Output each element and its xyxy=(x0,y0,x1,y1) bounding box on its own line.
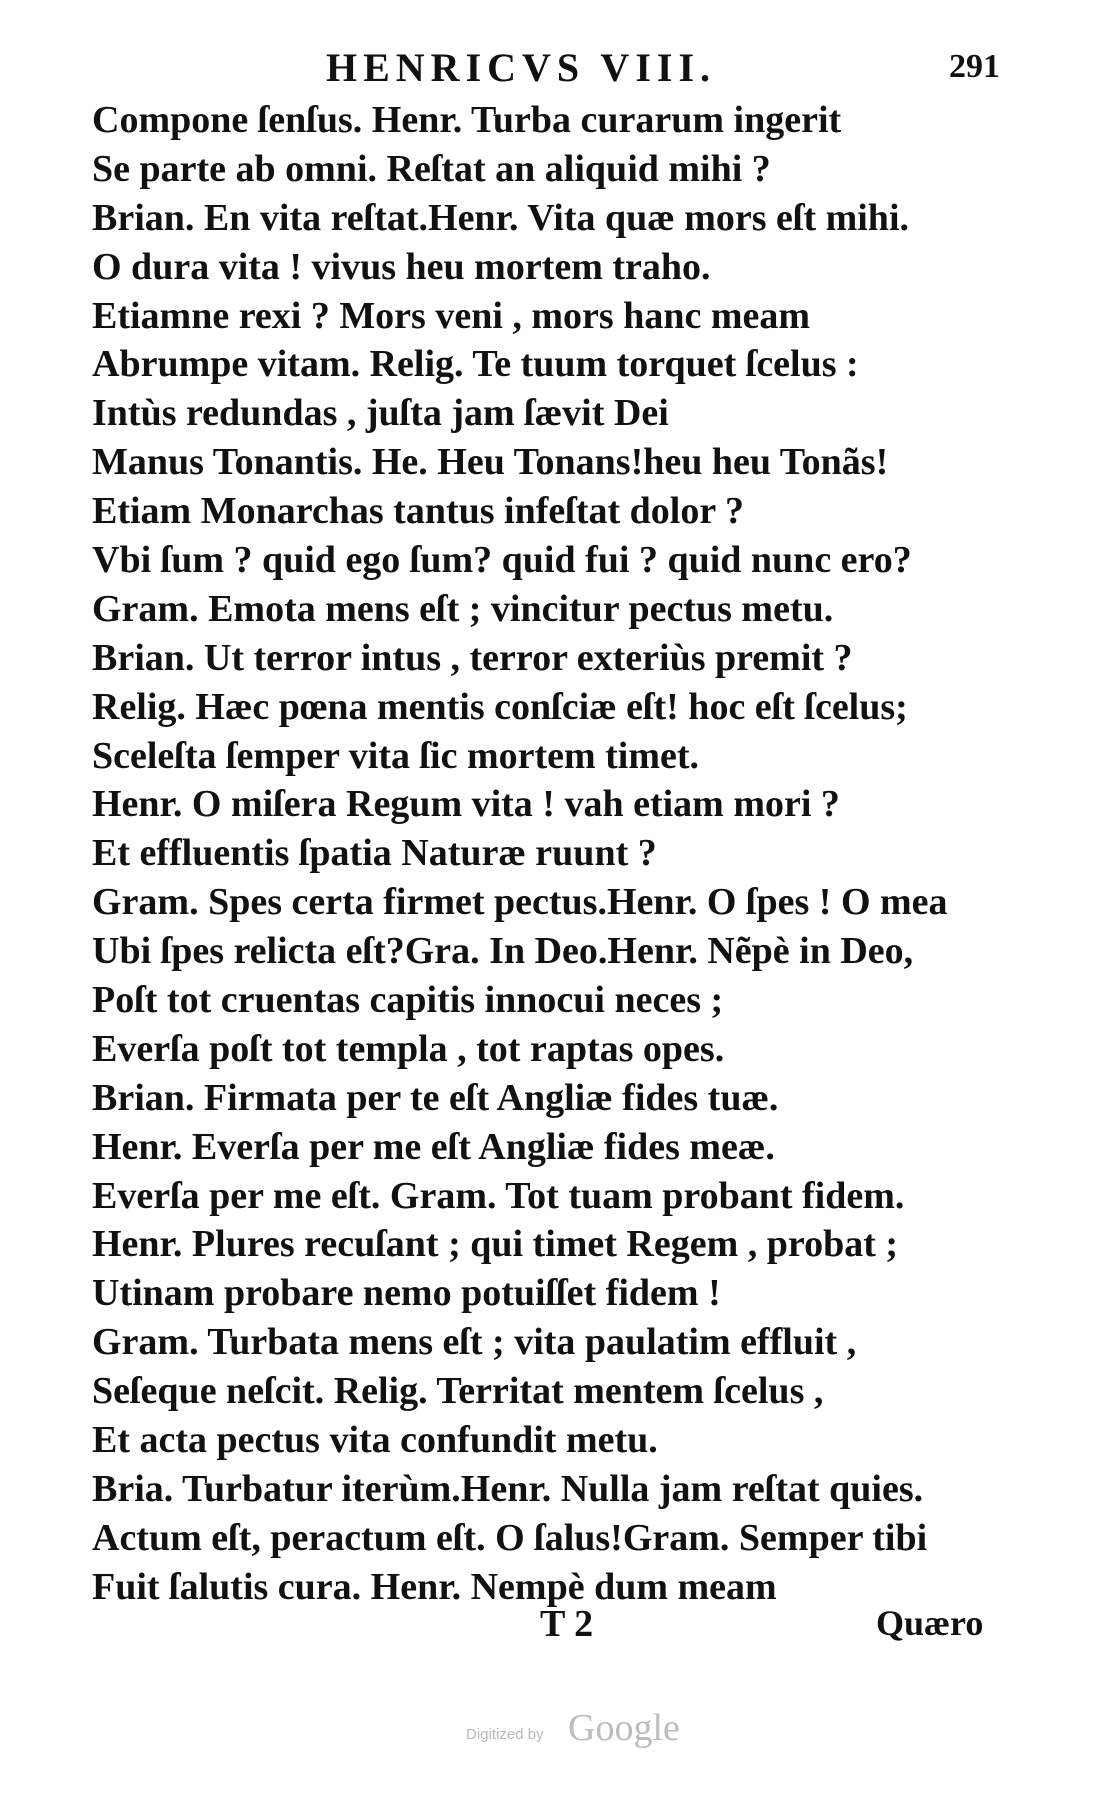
text-line: Everſa poſt tot templa , tot raptas opes. xyxy=(92,1027,725,1070)
text-line: Sceleſta ſemper vita ſic mortem timet. xyxy=(92,734,700,777)
text-line: Et acta pectus vita confundit metu. xyxy=(92,1419,658,1462)
page-number: 291 xyxy=(949,48,1000,85)
digitization-watermark xyxy=(466,1706,726,1750)
text-line: Intùs redundas , juſta jam ſævit Dei xyxy=(92,392,669,435)
text-line: Seſeque neſcit. Relig. Territat mentem ſcelus , xyxy=(92,1370,824,1413)
text-line: Everſa per me eſt. Gram. Tot tuam probant fidem. xyxy=(92,1174,905,1217)
text-line: Utinam probare nemo potuiſſet fidem ! xyxy=(92,1272,721,1315)
watermark-logo: Google xyxy=(568,1707,680,1749)
page-header xyxy=(100,44,1000,94)
text-line: Gram. Turbata mens eſt ; vita paulatim effluit , xyxy=(92,1321,857,1364)
text-line: Se parte ab omni. Reſtat an aliquid mihi ? xyxy=(92,147,771,190)
text-line: Abrumpe vitam. Relig. Te tuum torquet ſcelus : xyxy=(92,343,859,386)
page-footer xyxy=(0,1602,1106,1662)
text-line: Et effluentis ſpatia Naturæ ruunt ? xyxy=(92,832,657,875)
text-line: Henr. O miſera Regum vita ! vah etiam mori ? xyxy=(92,783,840,826)
text-line: Etiamne rexi ? Mors veni , mors hanc meam xyxy=(92,294,811,337)
text-line: Brian. En vita reſtat.Henr. Vita quæ mors eſt mihi. xyxy=(92,196,909,239)
catchword: Quæro xyxy=(876,1603,984,1643)
text-line: Actum eſt, peractum eſt. O ſalus!Gram. Semper tibi xyxy=(92,1516,928,1559)
text-line: Manus Tonantis. He. Heu Tonans!heu heu Tonãs! xyxy=(92,441,889,484)
text-line: Brian. Ut terror intus , terror exteriùs premit ? xyxy=(92,636,853,679)
running-title: HENRICVS VIII. xyxy=(326,45,717,90)
text-line: Henr. Everſa per me eſt Angliæ fides meæ. xyxy=(92,1125,775,1168)
text-line: O dura vita ! vivus heu mortem traho. xyxy=(92,245,711,288)
text-line: Compone ſenſus. Henr. Turba curarum ingerit xyxy=(92,99,842,141)
text-line: Brian. Firmata per te eſt Angliæ fides tuæ. xyxy=(92,1076,779,1119)
text-line: Bria. Turbatur iterùm.Henr. Nulla jam reſtat quies. xyxy=(92,1467,924,1510)
watermark-prefix: Digitized by xyxy=(466,1726,544,1743)
text-line: Vbi ſum ? quid ego ſum? quid fui ? quid nunc ero? xyxy=(92,539,912,582)
text-line: Gram. Emota mens eſt ; vincitur pectus metu. xyxy=(92,587,834,630)
text-line: Henr. Plures recuſant ; qui timet Regem , probat ; xyxy=(92,1223,899,1266)
text-line: Gram. Spes certa firmet pectus.Henr. O ſpes ! O mea xyxy=(92,881,948,924)
text-line: Relig. Hæc pœna mentis conſciæ eſt! hoc eſt ſcelus; xyxy=(92,685,908,728)
verse-text xyxy=(92,96,1012,1612)
text-line: Ubi ſpes relicta eſt?Gra. In Deo.Henr. Nẽpè in Deo, xyxy=(92,930,914,973)
text-line: Poſt tot cruentas capitis innocui neces ; xyxy=(92,979,724,1022)
text-line: Etiam Monarchas tantus infeſtat dolor ? xyxy=(92,490,744,533)
text-line: Fuit ſalutis cura. Henr. Nempè dum meam xyxy=(92,1565,777,1608)
signature-mark: T 2 xyxy=(540,1603,594,1645)
